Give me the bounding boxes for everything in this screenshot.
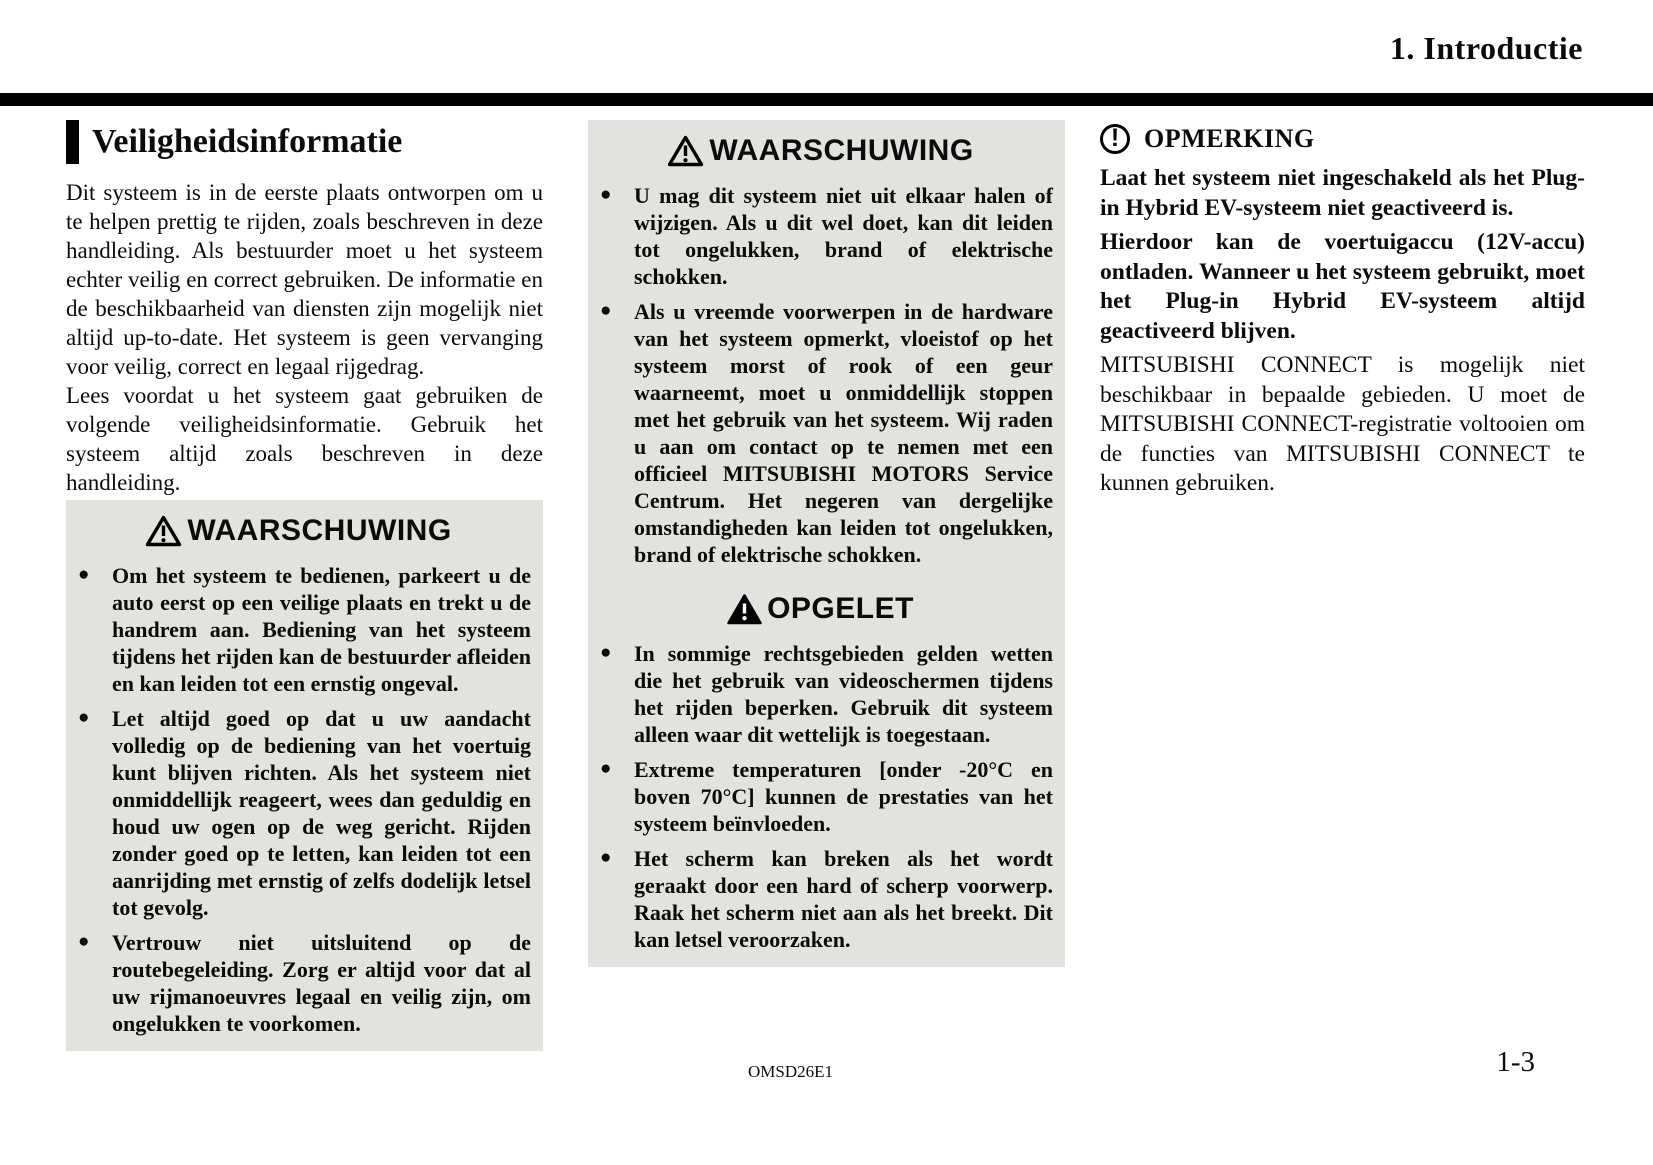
bullet-icon: ● bbox=[600, 758, 612, 779]
warning-bullet-list bbox=[588, 182, 1053, 568]
bullet-icon: ● bbox=[78, 707, 90, 728]
warning-bullet bbox=[588, 298, 1053, 568]
caution-bullet bbox=[588, 756, 1053, 837]
section-title: Veiligheidsinformatie bbox=[92, 123, 403, 160]
warning-bullet bbox=[66, 929, 531, 1037]
warning-bullet bbox=[588, 182, 1053, 290]
caution-bullet bbox=[588, 845, 1053, 953]
bullet-icon: ● bbox=[600, 847, 612, 868]
bullet-icon: ● bbox=[78, 564, 90, 585]
note-heading bbox=[1100, 124, 1585, 154]
page-number: 1-3 bbox=[1496, 1046, 1535, 1078]
warning-box-heading bbox=[66, 508, 531, 554]
note-paragraph-bold: Hierdoor kan de voertuigaccu (12V-accu) ontladen. Wanneer u het systeem gebruikt, moet het Plug-in Hybrid EV-systeem altijd geactiveerd blijven. bbox=[1100, 229, 1585, 344]
warning-bullet-list bbox=[66, 562, 531, 1037]
section-heading bbox=[66, 120, 543, 164]
caution-box-heading bbox=[588, 586, 1053, 632]
footer-document-code: OMSD26E1 bbox=[748, 1062, 834, 1081]
warning-box-middle bbox=[588, 120, 1065, 582]
intro-paragraph: Lees voordat u het systeem gaat gebruiken de volgende veiligheidsinformatie. Gebruik het systeem altijd zoals beschreven in deze handleiding. bbox=[66, 383, 543, 496]
left-column bbox=[66, 120, 543, 1036]
intro-paragraph: Dit systeem is in de eerste plaats ontworpen om u te helpen prettig te rijden, zoals beschreven in deze handleiding. Als bestuurder moet u het systeem echter veilig en correct gebruiken. De informatie en de beschikbaarheid van diensten zijn mogelijk niet altijd up-to-date. Het systeem is geen vervanging voor veilig, correct en legaal rijgedrag. bbox=[66, 180, 543, 380]
warning-box-left bbox=[66, 500, 543, 1051]
caution-triangle-filled-icon bbox=[727, 594, 762, 625]
header-rule bbox=[0, 93, 1653, 106]
warning-bullet-text: Als u vreemde voorwerpen in de hardware van het systeem opmerkt, vloeistof op het systeem morst of rook of een geur waarneemt, moet u onmiddellijk stoppen met het gebruik van het systeem. Wij raden u aan om contact op te nemen met een officieel MITSUBISHI MOTORS Service Centrum. Het negeren van dergelijke omstandigheden kan leiden tot ongelukken, brand of elektrische schokken. bbox=[634, 299, 1053, 567]
bullet-icon: ● bbox=[600, 642, 612, 663]
note-paragraph-bold: Laat het systeem niet ingeschakeld als het Plug-in Hybrid EV-systeem niet geactiveerd is. bbox=[1100, 165, 1585, 221]
warning-bullet-text: Om het systeem te bedienen, parkeert u de auto eerst op een veilige plaats en trekt u de handrem aan. Bediening van het systeem tijdens het rijden kan de bestuurder afleiden en kan leiden tot een ernstig ongeval. bbox=[112, 563, 531, 696]
chapter-title: 1. Introductie bbox=[1389, 30, 1583, 66]
warning-bullet-text: Vertrouw niet uitsluitend op de routebegeleiding. Zorg er altijd voor dat al uw rijmanoeuvres legaal en veilig zijn, om ongelukken te voorkomen. bbox=[112, 930, 531, 1036]
note-title: OPMERKING bbox=[1144, 124, 1315, 153]
bullet-icon: ● bbox=[600, 300, 612, 321]
note-paragraph: MITSUBISHI CONNECT is mogelijk niet beschikbaar in bepaalde gebieden. U moet de MITSUBISHI CONNECT-registratie voltooien om de functies van MITSUBISHI CONNECT te kunnen gebruiken. bbox=[1100, 352, 1585, 496]
warning-triangle-outline-icon bbox=[145, 515, 182, 547]
caution-bullet-list bbox=[588, 640, 1053, 953]
caution-box bbox=[588, 578, 1065, 967]
right-column bbox=[1100, 120, 1585, 499]
caution-bullet-text: Extreme temperaturen [onder -20°C en boven 70°C] kunnen de prestaties van het systeem beïnvloeden. bbox=[634, 757, 1053, 836]
warning-triangle-outline-icon bbox=[667, 135, 704, 167]
warning-box-title: WAARSCHUWING bbox=[709, 134, 974, 167]
warning-box-title: WAARSCHUWING bbox=[187, 514, 452, 547]
bullet-icon: ● bbox=[600, 184, 612, 205]
caution-bullet bbox=[588, 640, 1053, 748]
warning-bullet bbox=[66, 562, 531, 697]
bullet-icon: ● bbox=[78, 931, 90, 952]
caution-bullet-text: In sommige rechtsgebieden gelden wetten die het gebruik van videoschermen tijdens het rijden beperken. Gebruik dit systeem alleen waar dit wettelijk is toegestaan. bbox=[634, 641, 1053, 747]
exclamation-circle-icon: ! bbox=[1100, 124, 1130, 154]
caution-bullet-text: Het scherm kan breken als het wordt geraakt door een hard of scherp voorwerp. Raak het scherm niet aan als het breekt. Dit kan letsel veroorzaken. bbox=[634, 846, 1053, 952]
warning-bullet-text: Let altijd goed op dat u uw aandacht volledig op de bediening van het voertuig kunt blijven richten. Als het systeem niet onmiddellijk reageert, wees dan geduldig en houd uw ogen op de weg gericht. Rijden zonder goed op te letten, kan leiden tot een aanrijding met ernstig of zelfs dodelijk letsel tot gevolg. bbox=[112, 706, 531, 920]
warning-box-heading bbox=[588, 128, 1053, 174]
section-title-bar bbox=[66, 120, 79, 164]
warning-bullet-text: U mag dit systeem niet uit elkaar halen of wijzigen. Als u dit wel doet, kan dit leiden tot ongelukken, brand of elektrische schokken. bbox=[634, 183, 1053, 289]
warning-bullet bbox=[66, 705, 531, 921]
caution-box-title: OPGELET bbox=[767, 592, 914, 625]
